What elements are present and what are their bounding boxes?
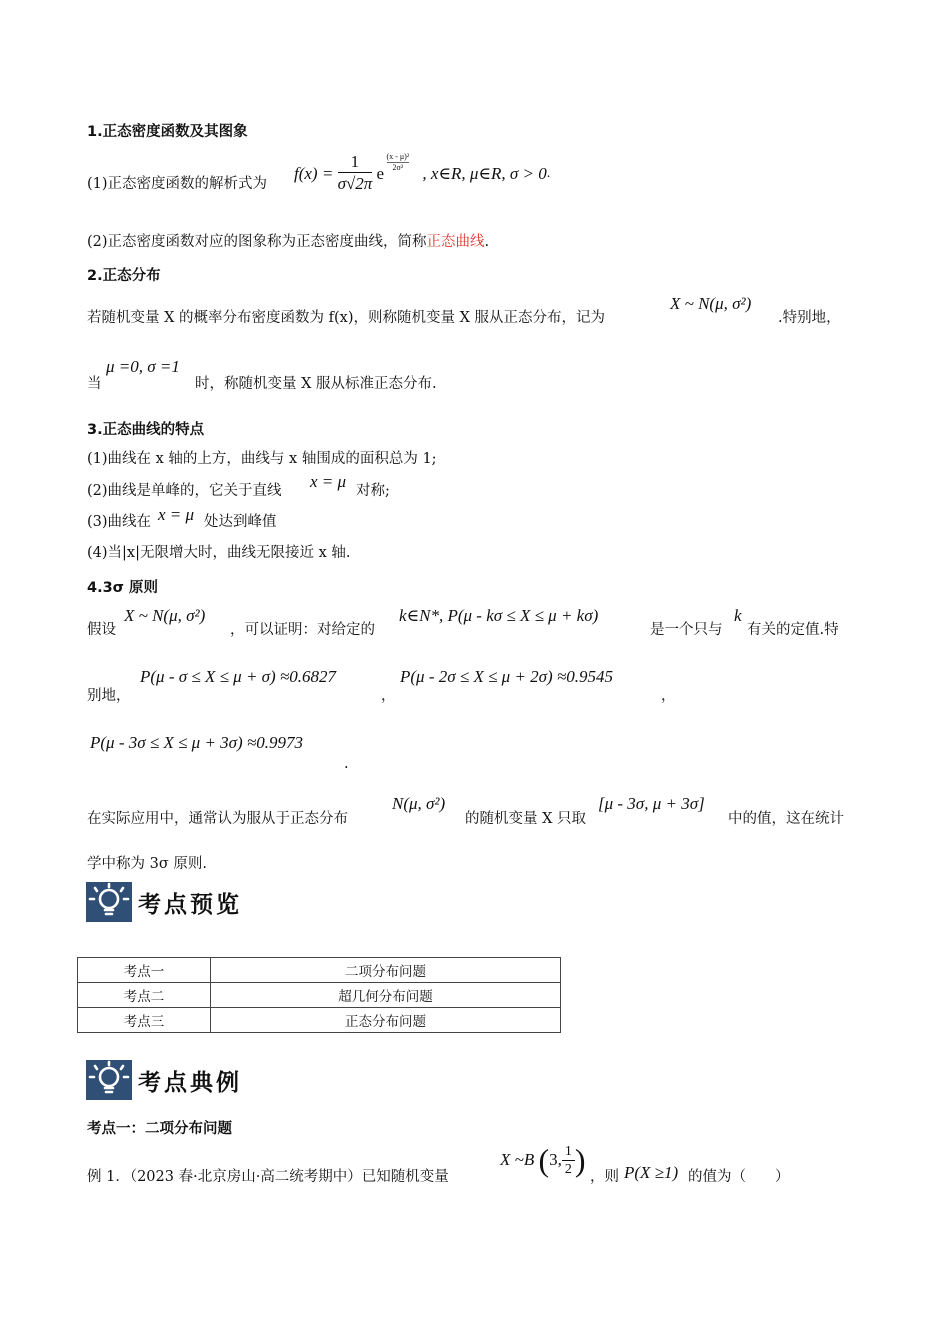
section-heading-1: 1.正态密度函数及其图象 <box>87 124 248 140</box>
table-cell: 考点二 <box>78 983 211 1008</box>
feature-2-formula: x = μ <box>310 472 347 491</box>
practical-use-text-c: 中的值，这在统计 <box>728 811 844 827</box>
lightbulb-icon <box>86 1060 132 1100</box>
three-sigma-intro: 假设 <box>87 622 116 638</box>
feature-4: (4)当|x|无限增大时，曲线无限接近 x 轴. <box>87 545 351 561</box>
one-sigma-probability: P(μ - σ ≤ X ≤ μ + σ) ≈0.6827 <box>140 667 337 686</box>
feature-2-end: 对称; <box>356 483 390 499</box>
feature-3-text: (3)曲线在 <box>87 514 152 530</box>
example-dist-n: 3, <box>549 1150 562 1169</box>
example-dist-p <box>562 1143 575 1178</box>
exponent-den: 2σ² <box>392 162 404 172</box>
three-sigma-text-d: 有关的定值.特 <box>747 622 839 638</box>
table-row <box>78 983 561 1008</box>
density-formula <box>294 152 550 195</box>
table-cell: 考点三 <box>78 1008 211 1033</box>
table-cell: 二项分布问题 <box>211 958 561 983</box>
overview-banner <box>86 882 246 922</box>
topic-heading: 考点一：二项分布问题 <box>87 1121 232 1137</box>
table-cell: 正态分布问题 <box>211 1008 561 1033</box>
section-heading-2: 2.正态分布 <box>87 268 161 284</box>
three-sigma-assumption: X ~ N(μ, σ²) <box>124 606 206 625</box>
normal-dist-continued: .特别地， <box>778 310 841 326</box>
example-p-num: 1 <box>562 1143 575 1161</box>
highlight-term: 正态曲线 <box>426 234 485 250</box>
table-row <box>78 1008 561 1033</box>
density-formula-intro: (1)正态密度函数的解析式为 <box>87 176 268 192</box>
practical-normal-notation: N(μ, σ²) <box>392 794 446 813</box>
formula-frac-den: σ√2π <box>337 174 373 193</box>
practical-use-text: 在实际应用中，通常认为服从于正态分布 <box>87 811 348 827</box>
example-1-probability: P(X ≥1) <box>624 1163 679 1182</box>
overview-banner-title: 考点预览 <box>138 891 242 918</box>
curve-definition-end: . <box>484 234 490 250</box>
feature-2-text: (2)曲线是单峰的，它关于直线 <box>87 483 282 499</box>
separator-1: ， <box>381 688 396 704</box>
example-dist-lhs: X ~B <box>500 1150 535 1169</box>
example-1-distribution: X ~B (3, $\frac{1}{2}$ ) <box>500 1142 586 1178</box>
three-sigma-probability: P(μ - 3σ ≤ X ≤ μ + 3σ) ≈0.9973 <box>90 733 304 752</box>
section-heading-4: 4.3σ 原则 <box>87 580 159 596</box>
table-cell: 考点一 <box>78 958 211 983</box>
topic-overview-table <box>77 957 561 1033</box>
practical-use-text-b: 的随机变量 X 只取 <box>465 811 587 827</box>
table-cell: 超几何分布问题 <box>211 983 561 1008</box>
curve-definition <box>87 232 489 252</box>
formula-frac-num: 1 <box>338 152 373 173</box>
examples-banner-title: 考点典例 <box>138 1069 242 1096</box>
three-sigma-text-c: 是一个只与 <box>650 622 723 638</box>
normal-dist-notation: X ~ N(μ, σ²) <box>670 294 752 313</box>
three-sigma-rule-name: 学中称为 3σ 原则. <box>87 856 207 872</box>
two-sigma-probability: P(μ - 2σ ≤ X ≤ μ + 2σ) ≈0.9545 <box>400 667 614 686</box>
formula-lhs: f(x) = <box>294 163 334 183</box>
feature-1: (1)曲线在 x 轴的上方，曲线与 x 轴围成的面积总为 1; <box>87 451 437 467</box>
section-heading-3: 3.正态曲线的特点 <box>87 422 205 438</box>
example-1-then: ，则 <box>590 1169 619 1185</box>
standard-normal-text: 时，称随机变量 X 服从标准正态分布. <box>195 376 437 392</box>
table-row <box>78 958 561 983</box>
three-sigma-k: k <box>734 606 742 625</box>
normal-dist-definition: 若随机变量 X 的概率分布密度函数为 f(x)，则称随机变量 X 服从正态分布，记为 <box>87 310 606 326</box>
special-cases-prefix: 别地， <box>87 688 131 704</box>
example-p-den: 2 <box>564 1161 572 1177</box>
formula-tail: , x∈R, μ∈R, σ > 0 <box>422 163 547 183</box>
standard-normal-prefix: 当 <box>87 376 102 392</box>
example-1-text: 例 1．（2023 春·北京房山·高二统考期中）已知随机变量 <box>87 1169 449 1185</box>
lightbulb-icon <box>86 882 132 922</box>
three-sigma-interval: k∈N*, P(μ - kσ ≤ X ≤ μ + kσ) <box>399 606 599 625</box>
example-1-question: 的值为（ ） <box>688 1169 790 1185</box>
exponent-num: (x - μ)² <box>386 151 410 161</box>
formula-exponent <box>387 152 410 173</box>
standard-normal-params: μ =0, σ =1 <box>106 357 180 376</box>
practical-interval: [μ - 3σ, μ + 3σ] <box>598 794 705 813</box>
formula-period: . <box>546 165 551 181</box>
separator-2: ， <box>661 688 676 704</box>
curve-definition-text: (2)正态密度函数对应的图象称为正态密度曲线，简称 <box>87 234 427 250</box>
feature-3-formula: x = μ <box>158 505 195 524</box>
formula-fraction <box>338 152 373 195</box>
feature-3-end: 处达到峰值 <box>204 514 277 530</box>
three-sigma-period: . <box>344 756 349 772</box>
formula-e: e <box>376 163 385 183</box>
examples-banner <box>86 1060 246 1100</box>
three-sigma-proof: ，可以证明：对给定的 <box>230 622 375 638</box>
